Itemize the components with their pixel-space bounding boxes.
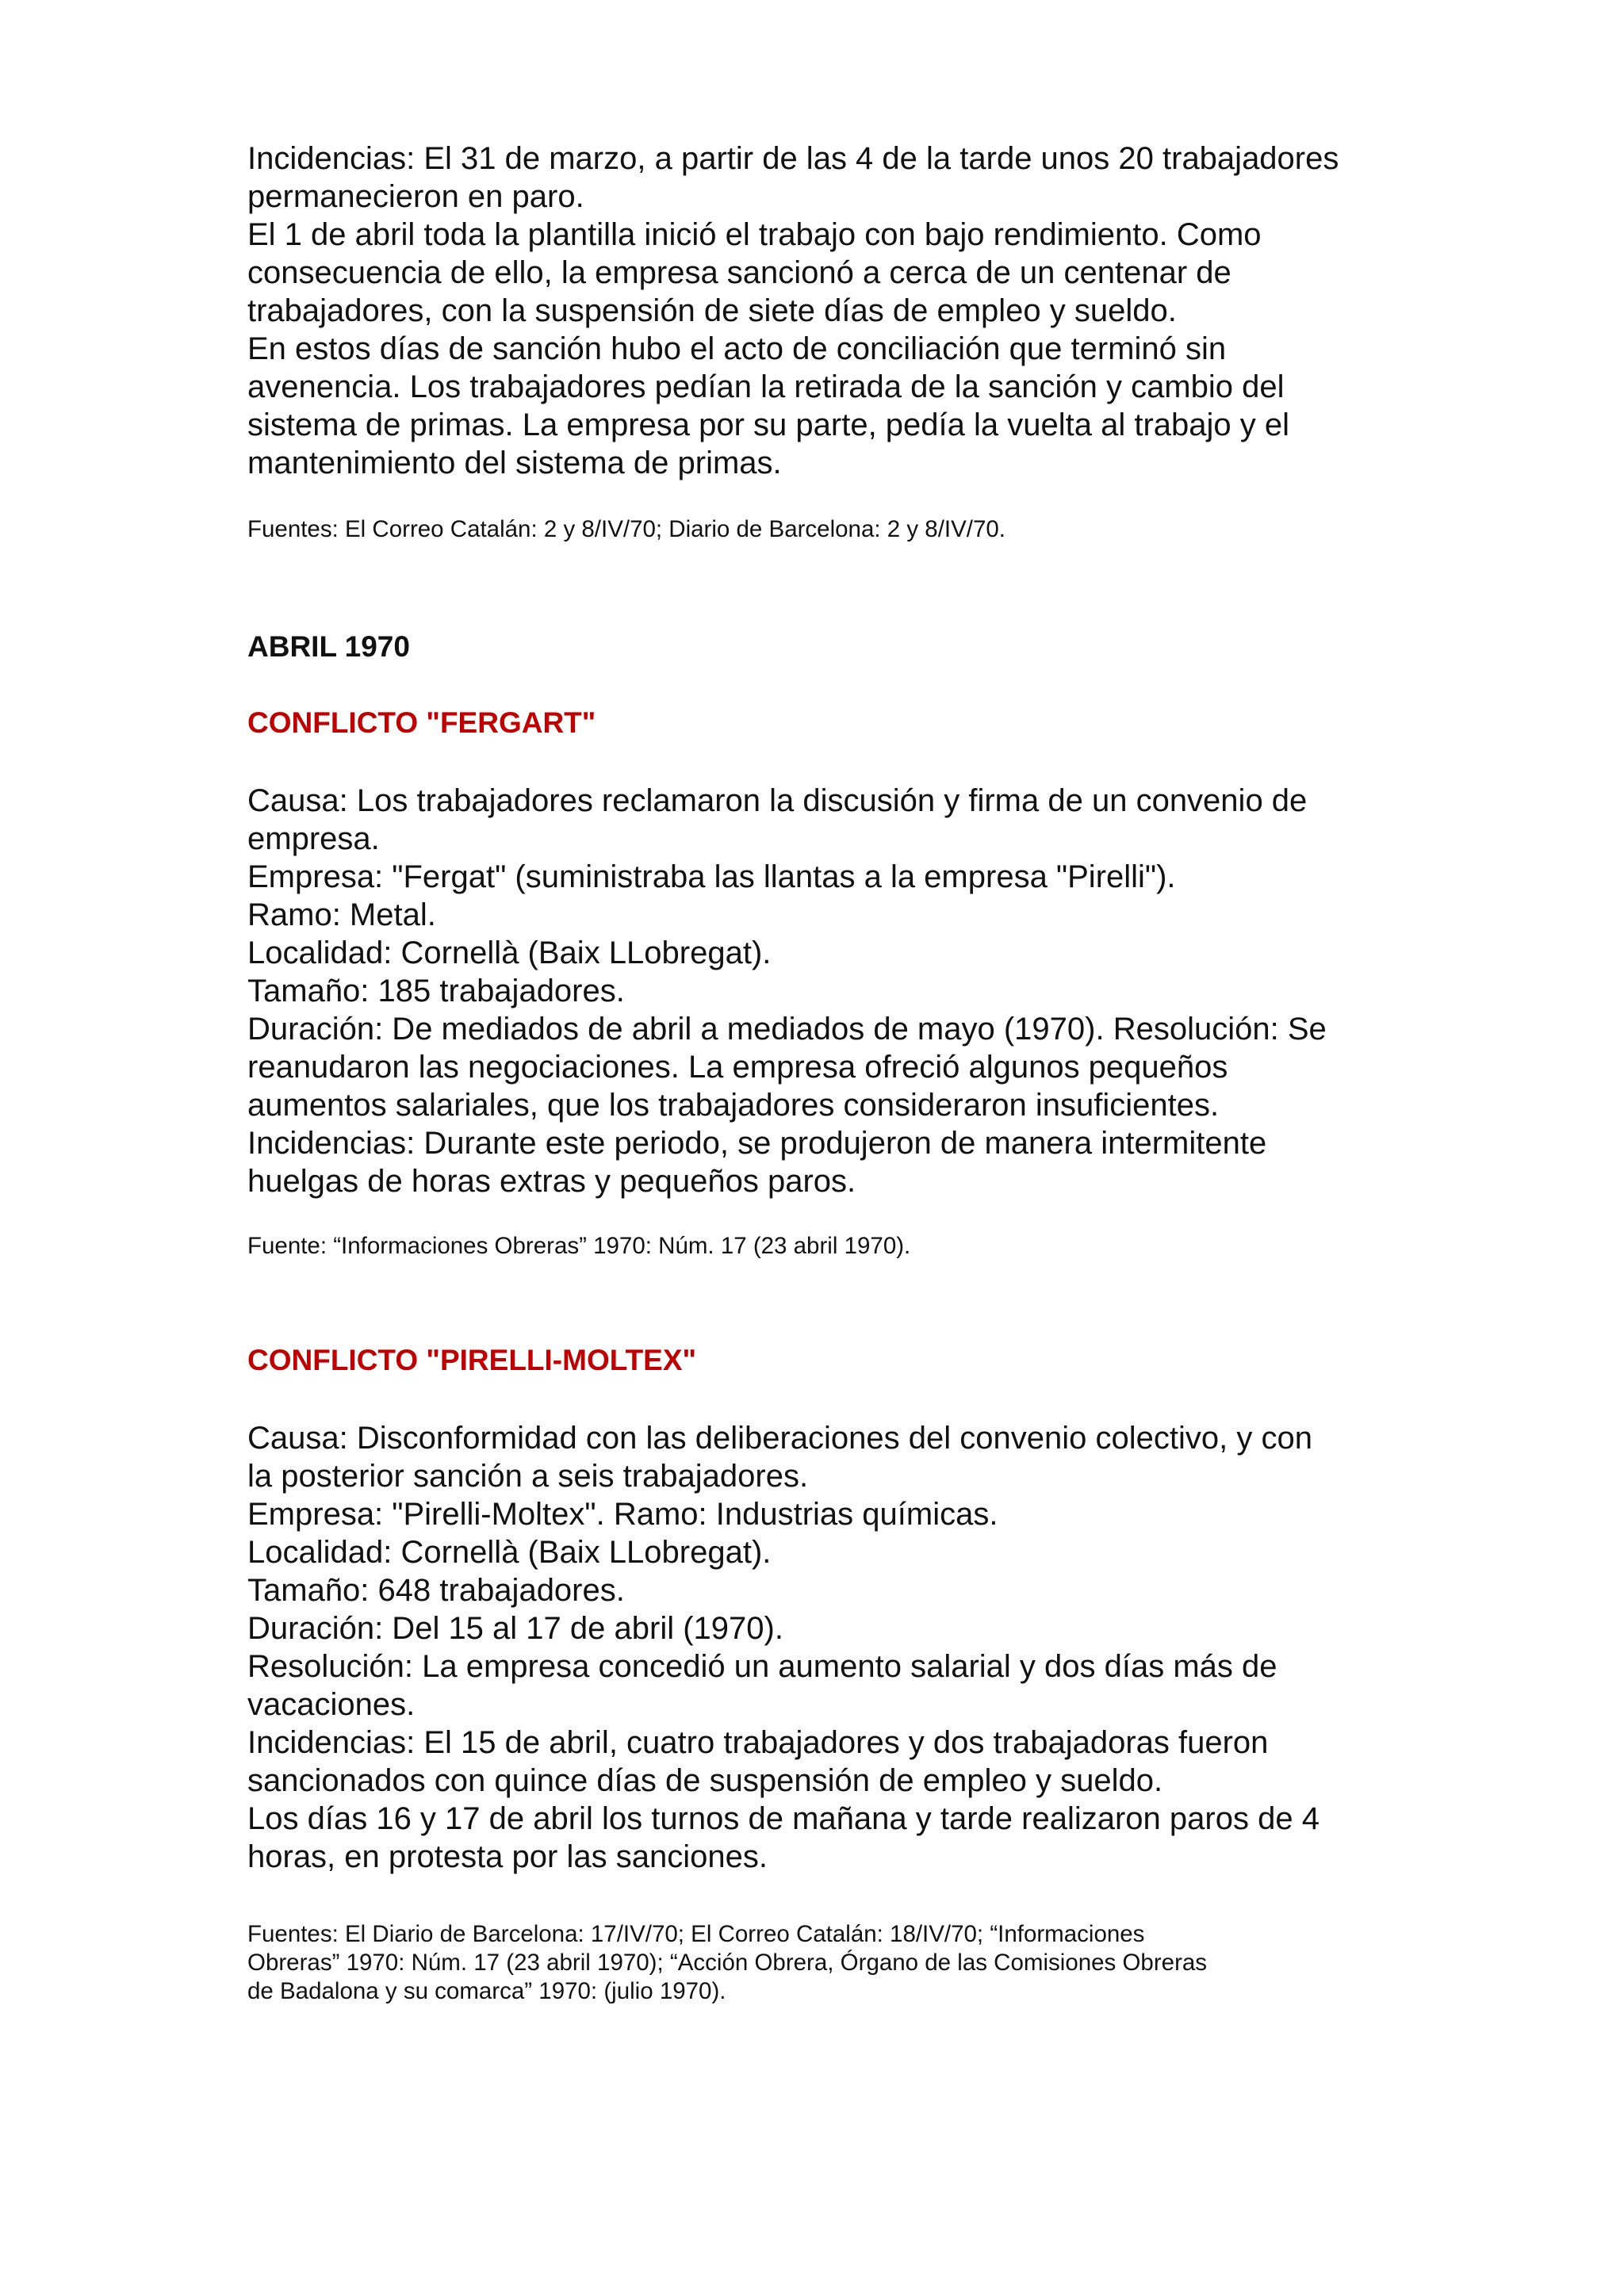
text-line: Incidencias: Durante este periodo, se produjeron de manera intermitente [247,1126,1267,1161]
conflict-fergart-body [247,782,1327,1200]
intro-incidencias [247,140,1339,482]
text-line: vacaciones. [247,1687,416,1722]
text-line: En estos días de sanción hubo el acto de conciliación que terminó sin [247,331,1227,366]
conflict-pirelli-source [247,1920,1207,2006]
text-line: avenencia. Los trabajadores pedían la retirada de la sanción y cambio del [247,369,1285,404]
text-line: aumentos salariales, que los trabajadores consideraron insuficientes. [247,1088,1220,1123]
text-line: Localidad: Cornellà (Baix LLobregat). [247,936,772,970]
source-citation: Fuente: “Informaciones Obreras” 1970: Núm. 17 (23 abril 1970). [247,1233,911,1259]
text-line: sancionados con quince días de suspensión de empleo y sueldo. [247,1763,1163,1798]
text-line: Incidencias: El 15 de abril, cuatro trabajadores y dos trabajadoras fueron [247,1725,1269,1760]
text-line: Incidencias: El 31 de marzo, a partir de las 4 de la tarde unos 20 trabajadores [247,141,1339,176]
source-citation: Fuentes: El Diario de Barcelona: 17/IV/70; El Correo Catalán: 18/IV/70; “Informaciones [247,1921,1145,1947]
conflict-title: CONFLICTO "PIRELLI-MOLTEX" [247,1344,697,1376]
source-citation: Fuentes: El Correo Catalán: 2 y 8/IV/70; Diario de Barcelona: 2 y 8/IV/70. [247,516,1005,542]
text-line: Causa: Disconformidad con las deliberaciones del convenio colectivo, y con [247,1421,1312,1456]
text-line: huelgas de horas extras y pequeños paros. [247,1164,856,1199]
text-line: mantenimiento del sistema de primas. [247,446,782,480]
text-line: Ramo: Metal. [247,897,436,932]
text-line: Causa: Los trabajadores reclamaron la discusión y firma de un convenio de [247,783,1308,818]
text-line: Localidad: Cornellà (Baix LLobregat). [247,1535,772,1570]
text-line: Empresa: "Pirelli-Moltex". Ramo: Industrias químicas. [247,1497,998,1532]
source-citation: de Badalona y su comarca” 1970: (julio 1970). [247,1978,726,2004]
text-line: la posterior sanción a seis trabajadores. [247,1459,809,1494]
text-line: Los días 16 y 17 de abril los turnos de mañana y tarde realizaron paros de 4 [247,1801,1320,1836]
text-line: consecuencia de ello, la empresa sancionó a cerca de un centenar de [247,255,1231,290]
text-line: reanudaron las negociaciones. La empresa ofreció algunos pequeños [247,1050,1228,1085]
text-line: Duración: Del 15 al 17 de abril (1970). [247,1611,783,1646]
text-line: Empresa: "Fergat" (suministraba las llantas a la empresa "Pirelli"). [247,859,1176,894]
month-heading-block [247,628,410,666]
text-line: Tamaño: 185 trabajadores. [247,974,625,1008]
text-line: sistema de primas. La empresa por su parte, pedía la vuelta al trabajo y el [247,408,1290,442]
text-line: Duración: De mediados de abril a mediados de mayo (1970). Resolución: Se [247,1012,1327,1047]
month-heading: ABRIL 1970 [247,630,410,663]
conflict-fergart-title-block [247,704,596,742]
conflict-title: CONFLICTO "FERGART" [247,706,596,739]
conflict-pirelli-body [247,1419,1320,1876]
text-line: horas, en protesta por las sanciones. [247,1839,768,1874]
conflict-fergart-source [247,1232,910,1261]
text-line: El 1 de abril toda la plantilla inició el trabajo con bajo rendimiento. Como [247,217,1262,252]
text-line: trabajadores, con la suspensión de siete días de empleo y sueldo. [247,293,1177,328]
text-line: Resolución: La empresa concedió un aumento salarial y dos días más de [247,1649,1277,1684]
text-line: empresa. [247,821,380,856]
text-line: permanecieron en paro. [247,179,584,214]
source-citation: Obreras” 1970: Núm. 17 (23 abril 1970); “Acción Obrera, Órgano de las Comisiones Obreras [247,1950,1208,1976]
intro-source [247,515,1005,544]
text-line: Tamaño: 648 trabajadores. [247,1573,625,1608]
conflict-pirelli-title-block [247,1341,696,1380]
